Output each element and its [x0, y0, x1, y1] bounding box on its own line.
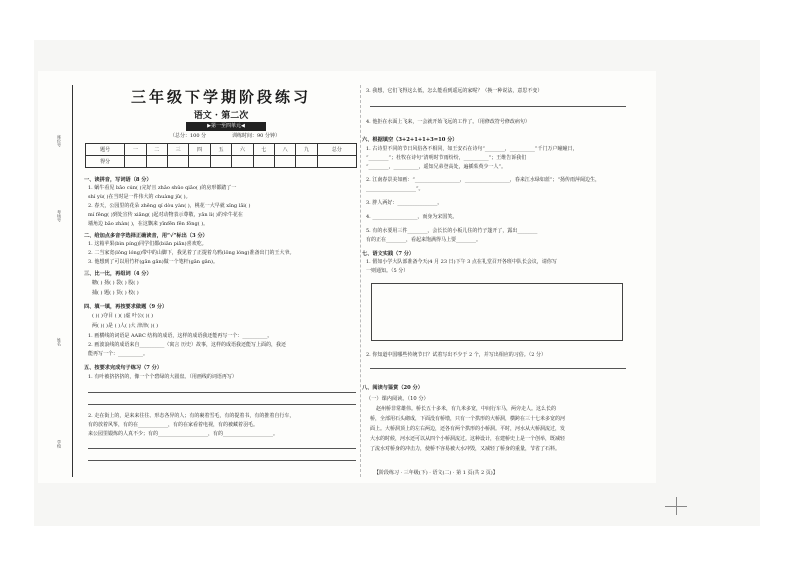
question-line: 3. 我想，它们飞得这么低，怎么能看到遥远的家呢？（换一种说法，意思不变） [366, 88, 543, 94]
question-line: 3. 他想到了可以用竹杆(gǎn gān)做一个笔杆(gǎn gān)。 [88, 259, 218, 265]
section-1-heading: 一、读拼音，写词语（8 分） [84, 177, 152, 183]
score-cell[interactable] [189, 156, 210, 168]
question-line: 4. __________________，而身为宋国笑。 [366, 214, 458, 220]
table-cell: 得分 [86, 156, 125, 168]
table-cell: 二 [146, 144, 167, 156]
question-line: 有的放着风筝，有的在____________，有的在家看着电视，有的被藏着羽毛。 [88, 422, 259, 428]
passage-line: 桥，全部用石头砌成，下面没有桥墩，只有一个拱形的大桥洞，横跨在三十七米多宽的河 [370, 416, 566, 422]
side-label-seat: 座位号 [57, 135, 62, 147]
crop-mark [676, 497, 677, 515]
question-line: 2. 走在街上的，是来来往往、形态各异的人；有的裹着雪毛，有的提着书，有的推着自行车， [88, 413, 295, 419]
binding-line [72, 85, 73, 477]
answer-line[interactable] [88, 392, 356, 393]
question-line: shí yù( )在当时是一件伟大的 chuàng jǔ( )。 [88, 194, 191, 200]
score-cell[interactable] [125, 156, 146, 168]
question-line: 捕( ) 题( ) 货( ) 校( ) [92, 290, 139, 296]
question-line: 4. 他拒在水面上飞来，一会就开始飞远的工作了。（用修改符号修改病句） [366, 119, 530, 125]
table-row [86, 144, 357, 156]
section-7-heading: 七、语文实践（7 分） [362, 251, 415, 257]
page-subtitle: 语文 · 第二次 [193, 111, 249, 121]
question-line: 2. 春天，公园里的花朵 zhēng qí dòu yàn( )，桃花一大早就 xǐng lǎi( ) [88, 203, 251, 209]
answer-line[interactable] [370, 368, 626, 369]
question-line: 2. 你知道中国哪些传统节日？试着写出不少于 2 个，并写出相应的习俗。（2 分） [366, 352, 546, 358]
table-cell: 题号 [86, 144, 125, 156]
section-4-heading: 四、填一填，再按要求做题（9 分） [84, 304, 168, 310]
column-divider [360, 85, 361, 477]
page-title: 三年级下学期阶段练习 [130, 88, 311, 106]
exam-time: 训练时间：90 分钟） [232, 133, 280, 139]
answer-line[interactable] [370, 106, 626, 107]
score-table [85, 143, 357, 168]
question-line: 2. 江南春景美如画：“__________________，__________________，春来江水绿如蓝”；“扬传雨萍阔边生， [366, 177, 601, 183]
passage-line: 面上。大桥洞顶上的左右两边，还各有两个拱形的小桥洞。平时，河水从大桥洞流过，发 [370, 426, 566, 432]
total-score: （总分：100 分 [170, 133, 207, 139]
question-line: “________，__________，遥知兄弟登高处，遍插茱萸少一人”。 [366, 164, 507, 170]
side-label-name: 姓名 [57, 338, 62, 346]
section-2-heading: 二、给加点多音字选择正确读音，用“√”标出（3 分） [84, 233, 208, 239]
score-cell[interactable] [167, 156, 188, 168]
answer-line[interactable] [88, 448, 356, 449]
question-line: mí fēng( )到处宣传 xiāng( )起对动物表示尊敬，yān lì( )的牵牛花在 [88, 212, 243, 218]
score-cell[interactable] [210, 156, 231, 168]
question-line: 2. 二当家宽(lǒng lóng)带中的山脚下，我见着了正提着乌鸦(lǒng lóng)准备出门的王大爷。 [88, 250, 295, 256]
question-line: 墙角边 bǎo zhàn( )，在这飘来 yīnfēn fēn fǒng( )。 [88, 221, 209, 227]
table-row [86, 156, 357, 168]
question-line: 1. 假如小学大队部准备今天(4 月 23 日)下午 3 点在礼堂召开各班中队长会议，请你写 [366, 259, 557, 265]
question-line: 1. 这箱苹果(bìn píng)同学们都(biān piān)喜欢吃。 [88, 241, 207, 247]
question-line: 1. 画横线的词语是 AABC 结构的成语，这样的成语我还能再写一个：__________。 [88, 333, 273, 339]
section-8-heading: 八、阅读与鉴赏（20 分） [362, 385, 423, 391]
question-line: 1. 有叶被挤挤挤的，像一个个碧绿的大圆盘。（用画线的词语再写） [88, 374, 237, 380]
question-line: 有的正在________，看起来饱满得马上要________。 [366, 237, 482, 243]
question-line: 来公园里锻炼的人真不少；有的____________________，有的____________________。 [88, 431, 279, 437]
side-label-school: 学校 [57, 440, 62, 448]
question-line: ( )( )夺目 ( )( )虚 叶公( )( ) [92, 313, 154, 319]
table-cell: 三 [167, 144, 188, 156]
question-line: 一则通知。（5 分） [366, 268, 409, 274]
side-label-room: 考场号 [57, 210, 62, 222]
question-line: 两( )( )是 ( )人( )大 津津( )( ) [92, 323, 159, 329]
question-line: 能再写一个：__________。 [88, 351, 149, 357]
score-cell[interactable] [146, 156, 167, 168]
score-cell[interactable] [317, 156, 356, 168]
table-cell: 总分 [317, 144, 356, 156]
question-line: 5. 有的水要用三件________，会长长的小板儿住的竹子篷开了，露出________ [366, 228, 538, 234]
notice-writing-box[interactable] [371, 283, 623, 341]
question-line: 3. 胖人两好：________________。 [366, 200, 443, 206]
table-cell: 九 [296, 144, 317, 156]
score-cell[interactable] [253, 156, 274, 168]
passage-line: 赵州桥非常雄伟。桥长五十多米，有九米多宽，中间行车马，两旁走人。这么长的 [376, 406, 557, 412]
passage-line: 大水的时候，河水还可以从四个小桥洞流过。这种设计，在建桥史上是一个创举，既减轻 [370, 436, 566, 442]
table-cell: 四 [189, 144, 210, 156]
answer-line[interactable] [88, 460, 356, 461]
section-5-heading: 五、按要求完成句子练习（7 分） [84, 365, 163, 371]
table-cell: 一 [125, 144, 146, 156]
table-cell: 八 [274, 144, 295, 156]
table-cell: 五 [210, 144, 231, 156]
question-line: 1. 蜗牛看见 bǎo cún( )完好且 zhǎo shǔo qiǎo( )的房形都踏了一 [88, 185, 237, 191]
question-line: ____________________”。 [366, 186, 424, 192]
unit-badge: ▶第一至四单元◀ [186, 122, 266, 131]
section-3-heading: 三、比一比，再组词（4 分） [84, 271, 152, 277]
score-cell[interactable] [232, 156, 253, 168]
section-6-heading: 六、根据填空（3+2+1+1+3=10 分） [362, 137, 458, 143]
score-cell[interactable] [296, 156, 317, 168]
question-line: “________”；杜牧在诗句“清明时节雨纷纷，__________”；王维告诉我们 [366, 155, 527, 161]
question-line: 2. 画波浪线的成语来自__________（寓言 历史）故事，这样的成语我还能写上面的，我还 [88, 342, 286, 348]
answer-line[interactable] [88, 404, 356, 405]
table-cell: 六 [232, 144, 253, 156]
table-cell: 七 [253, 144, 274, 156]
page-footer: 【阶段练习 · 三年级(下) · 语文(二) · 第 1 页(共 2 页)】 [374, 470, 498, 476]
reading-subheading: （一）课内阅读。（10 分） [366, 396, 429, 402]
passage-line: 了流水对桥身的冲击力，使桥不容易被大水冲毁，又减轻了桥身的重量，节省了石料。 [370, 446, 561, 452]
question-line: 1. 古诗里不同的节日风俗各不相同，如王安石在诗句“________，__________”千门万户瞳瞳日， [366, 146, 578, 152]
question-line: 糖( ) 扬( ) 袋( ) 股( ) [92, 280, 139, 286]
score-cell[interactable] [274, 156, 295, 168]
